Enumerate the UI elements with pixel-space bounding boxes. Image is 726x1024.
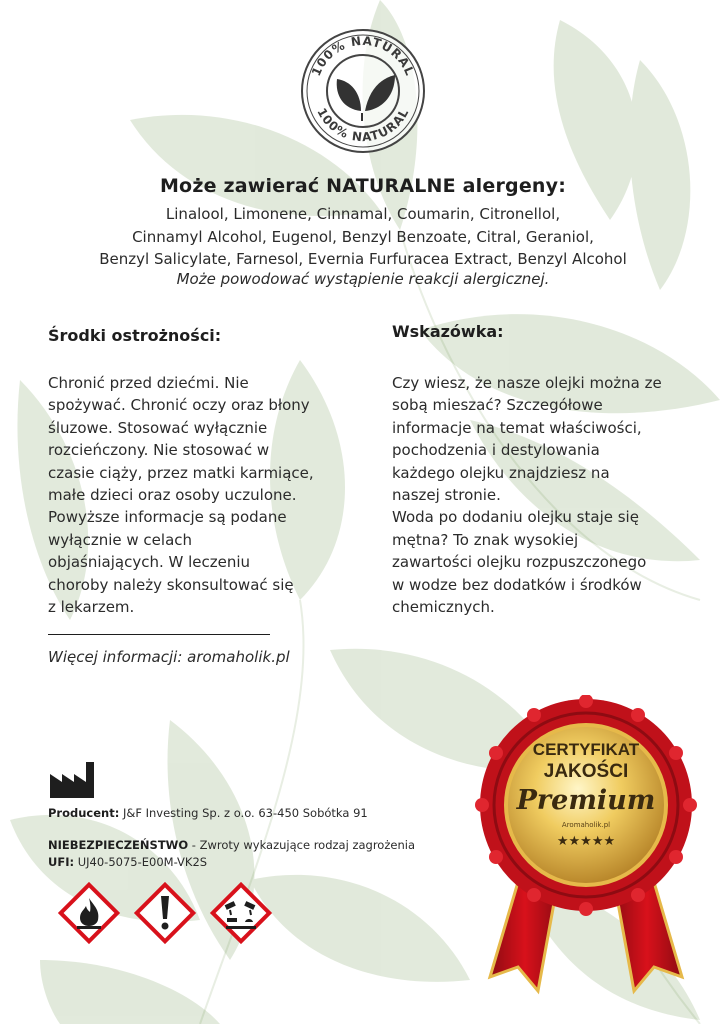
corrosion-hazard-icon xyxy=(208,880,274,946)
allergens-list xyxy=(40,203,686,271)
tip-line: każdego olejku znajdziesz na xyxy=(392,463,610,482)
tip-line: w wodze bez dodatków i środków xyxy=(392,575,642,594)
precautions-title: Środki ostrożności: xyxy=(48,326,222,345)
allergens-title: Może zawierać NATURALNE alergeny: xyxy=(159,175,567,197)
precautions-line: Powyższe informacje są podane xyxy=(48,508,287,527)
seal-line3: Premium xyxy=(516,785,656,816)
allergy-warning: Może powodować wystąpienie reakcji alergicznej. xyxy=(176,270,550,288)
danger-label: NIEBEZPIECZEŃSTWO xyxy=(48,838,189,852)
precautions-line: czasie ciąży, przez matki karmiące, xyxy=(48,463,314,482)
factory-icon xyxy=(48,760,98,798)
premium-quality-seal xyxy=(468,695,704,995)
precautions-text xyxy=(48,372,358,618)
allergens-line: Cinnamyl Alcohol, Eugenol, Benzyl Benzoate, Citral, Geraniol, xyxy=(132,227,594,246)
producer-label: Producent: xyxy=(48,806,120,820)
tip-title: Wskazówka: xyxy=(392,322,504,341)
tip-line: chemicznych. xyxy=(392,598,495,617)
precautions-line: objaśniających. W leczeniu xyxy=(48,553,251,572)
badge-ring-text-top: 100% NATURAL xyxy=(308,33,418,79)
natural-badge xyxy=(299,27,427,155)
precautions-line: z lekarzem. xyxy=(48,598,135,617)
producer-value: J&F Investing Sp. z o.o. 63-450 Sobótka 91 xyxy=(122,806,368,820)
precautions-line: spożywać. Chronić oczy oraz błony xyxy=(48,396,310,415)
seal-line2: JAKOŚCI xyxy=(543,761,629,782)
tip-line: mętna? To znak wysokiej xyxy=(392,530,579,549)
allergens-line: Benzyl Salicylate, Farnesol, Evernia Furfuracea Extract, Benzyl Alcohol xyxy=(99,250,627,268)
precautions-line: małe dzieci oraz osoby uczulone. xyxy=(48,486,297,505)
divider xyxy=(48,634,270,635)
exclamation-hazard-icon xyxy=(132,880,198,946)
precautions-line: choroby należy skonsultować się xyxy=(48,575,294,594)
badge-ring-text-bottom: 100% NATURAL xyxy=(314,105,412,145)
precautions-line: śluzowe. Stosować wyłącznie xyxy=(48,418,268,437)
seal-brand: Aromaholik.pl xyxy=(561,821,611,829)
danger-value: - Zwroty wykazujące rodzaj zagrożenia xyxy=(191,838,415,852)
producer-line xyxy=(48,806,368,820)
tip-line: Woda po dodaniu olejku staje się xyxy=(392,508,639,527)
ufi-line xyxy=(48,855,207,869)
flame-hazard-icon xyxy=(56,880,122,946)
tip-line: sobą mieszać? Szczegółowe xyxy=(392,396,603,415)
tip-line: zawartości olejku rozpuszczonego xyxy=(392,553,647,572)
tip-text xyxy=(392,372,712,618)
ufi-label: UFI: xyxy=(48,855,75,869)
seal-stars: ★★★★★ xyxy=(556,834,616,849)
precautions-line: wyłącznie w celach xyxy=(48,530,193,549)
ufi-value: UJ40-5075-E00M-VK2S xyxy=(77,855,208,869)
precautions-line: Chronić przed dziećmi. Nie xyxy=(48,374,249,392)
tip-line: pochodzenia i destylowania xyxy=(392,441,600,460)
tip-line: naszej stronie. xyxy=(392,486,501,505)
tip-line: informacje na temat właściwości, xyxy=(392,418,642,437)
seal-line1: CERTYFIKAT xyxy=(532,740,640,759)
tip-line: Czy wiesz, że nasze olejki można ze xyxy=(392,374,662,392)
allergens-line: Linalool, Limonene, Cinnamal, Coumarin, Citronellol, xyxy=(165,205,561,223)
more-info-link[interactable]: Więcej informacji: aromaholik.pl xyxy=(48,648,290,666)
danger-line xyxy=(48,838,415,852)
precautions-line: rozcieńczony. Nie stosować w xyxy=(48,441,270,460)
